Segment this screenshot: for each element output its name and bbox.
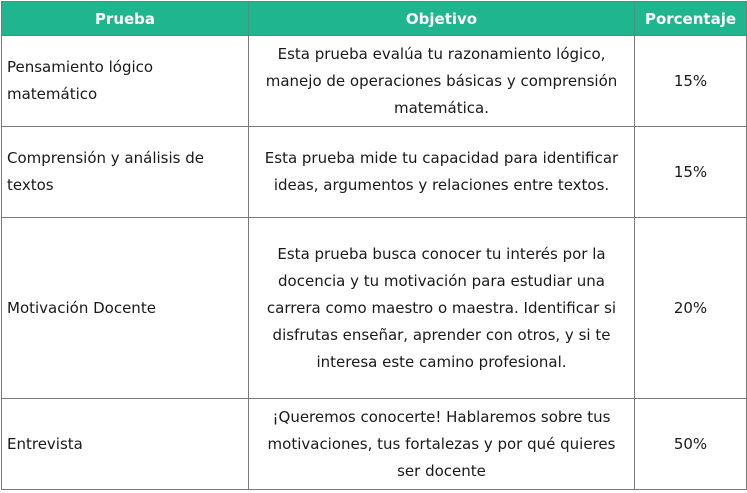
- objetivo-cell: Esta prueba busca conocer tu interés por la docencia y tu motivación para estudiar una carrera como maestro o maestra. Identificar si disfrutas enseñar, aprender con otros, y si te interesa este camino profesional.: [249, 218, 635, 399]
- table-row: [2, 127, 747, 218]
- header-row: [2, 2, 747, 36]
- table-body: [2, 36, 747, 490]
- table-row: [2, 218, 747, 399]
- objetivo-cell: Esta prueba evalúa tu razonamiento lógico, manejo de operaciones básicas y comprensión matemática.: [249, 36, 635, 127]
- objetivo-cell: Esta prueba mide tu capacidad para identificar ideas, argumentos y relaciones entre textos.: [249, 127, 635, 218]
- objetivo-cell: ¡Queremos conocerte! Hablaremos sobre tus motivaciones, tus fortalezas y por qué quieres ser docente: [249, 399, 635, 490]
- table-row: [2, 399, 747, 490]
- porcentaje-cell: 20%: [635, 218, 747, 399]
- prueba-cell: Motivación Docente: [2, 218, 249, 399]
- header-objetivo: Objetivo: [249, 2, 635, 36]
- porcentaje-cell: 15%: [635, 36, 747, 127]
- prueba-cell: Comprensión y análisis de textos: [2, 127, 249, 218]
- porcentaje-cell: 50%: [635, 399, 747, 490]
- header-porcentaje: Porcentaje: [635, 2, 747, 36]
- table-header: [2, 2, 747, 36]
- prueba-cell: Pensamiento lógico matemático: [2, 36, 249, 127]
- evaluation-table: [1, 1, 747, 490]
- prueba-cell: Entrevista: [2, 399, 249, 490]
- table-row: [2, 36, 747, 127]
- porcentaje-cell: 15%: [635, 127, 747, 218]
- header-prueba: Prueba: [2, 2, 249, 36]
